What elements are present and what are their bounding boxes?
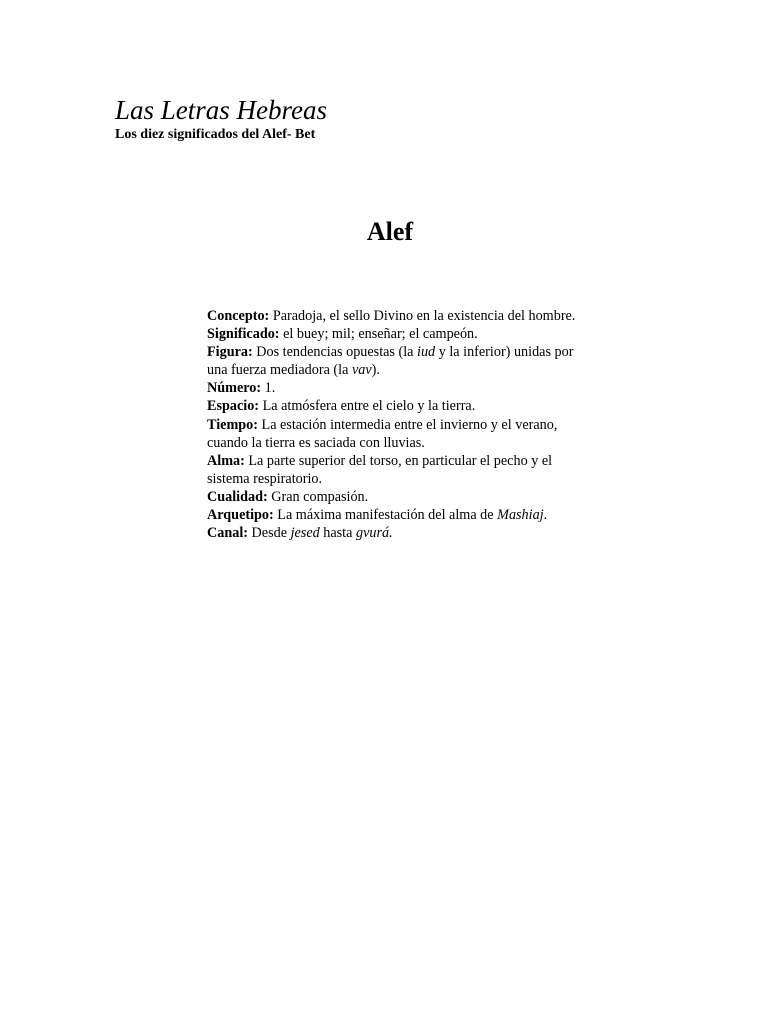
- entry-numero: [207, 379, 579, 397]
- entry-text: Dos tendencias opuestas (la: [252, 344, 418, 361]
- letter-attributes: [207, 307, 579, 542]
- entry-text: el buey; mil; enseñar; el campeón.: [279, 326, 478, 343]
- entry-text: hasta: [319, 525, 356, 542]
- entry-label: Figura:: [207, 344, 253, 361]
- entry-text: Desde: [248, 525, 291, 542]
- entry-emphasis: iud: [417, 344, 436, 361]
- entry-text: Gran compasión.: [267, 488, 369, 505]
- entry-emphasis: gvurá.: [355, 525, 393, 542]
- entry-tiempo: [207, 416, 579, 452]
- entry-text: La atmósfera entre el cielo y la tierra.: [259, 398, 476, 415]
- entry-label: Espacio:: [207, 398, 260, 415]
- entry-arquetipo: [207, 506, 579, 524]
- entry-emphasis: Mashiaj: [497, 507, 544, 524]
- entry-text: La estación intermedia entre el invierno y el verano, cuando la tierra es saciada con lluvias.: [207, 416, 558, 451]
- entry-text: y la inferior) unidas por una fuerza mediadora (la: [207, 344, 574, 379]
- entry-emphasis: vav: [351, 362, 372, 379]
- entry-label: Significado:: [207, 326, 280, 343]
- entry-alma: [207, 452, 579, 488]
- entry-text: Paradoja, el sello Divino en la existencia del hombre.: [269, 308, 576, 324]
- entry-label: Cualidad:: [207, 488, 268, 505]
- entry-significado: [207, 325, 579, 343]
- document-subtitle: Los diez significados del Alef- Bet: [115, 127, 316, 142]
- entry-text: ).: [371, 362, 380, 379]
- entry-label: Concepto:: [207, 308, 270, 324]
- entry-text: La parte superior del torso, en particular el pecho y el sistema respiratorio.: [207, 452, 553, 487]
- entry-figura: [207, 343, 579, 379]
- entry-text: .: [543, 507, 548, 524]
- entry-canal: [207, 524, 579, 542]
- document-title: Las Letras Hebreas: [115, 95, 328, 125]
- entry-label: Canal:: [207, 525, 248, 542]
- entry-cualidad: [207, 488, 579, 506]
- entry-emphasis: jesed: [290, 525, 320, 542]
- entry-label: Arquetipo:: [207, 507, 274, 524]
- entry-text: La máxima manifestación del alma de: [273, 507, 498, 524]
- section-heading: Alef: [366, 217, 414, 246]
- entry-label: Alma:: [207, 452, 245, 469]
- entry-label: Número:: [207, 380, 262, 397]
- entry-text: 1.: [261, 380, 276, 397]
- entry-espacio: [207, 397, 579, 415]
- entry-label: Tiempo:: [207, 416, 258, 433]
- entry-concepto: [207, 307, 579, 325]
